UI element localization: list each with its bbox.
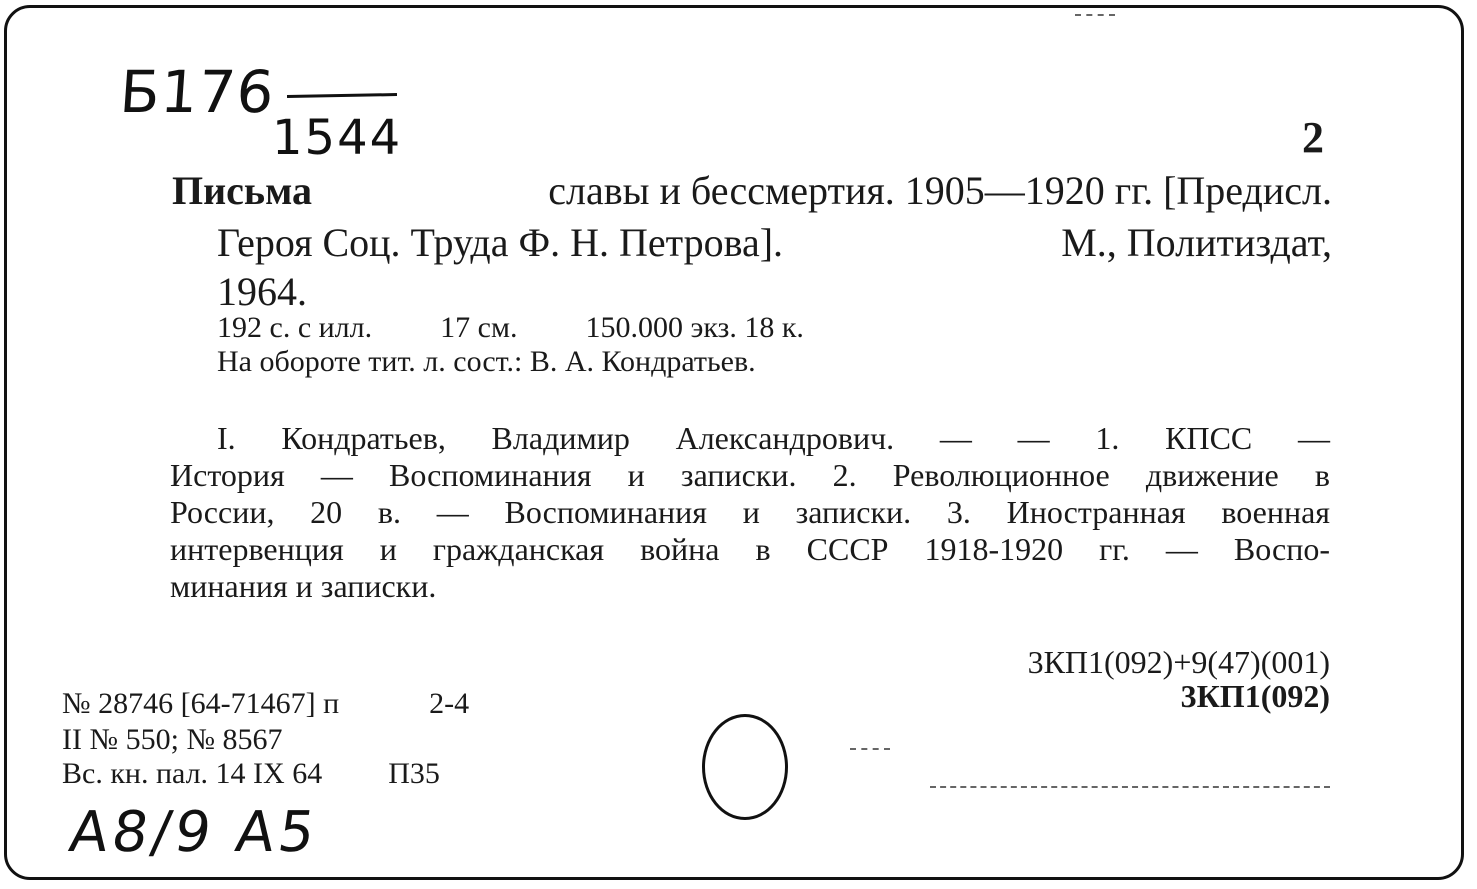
tracing-line-4: интервенция и гражданская война в СССР 1918-1920 гг. — Воспо-: [170, 531, 1330, 567]
collation-size: 17 см.: [440, 311, 518, 344]
scan-dash: [850, 748, 890, 750]
order-code: 2-4: [429, 687, 470, 720]
tracing-line-5: минания и записки.: [170, 568, 437, 604]
call-number-top: Б176: [117, 58, 277, 126]
handwritten-note: А8/9 А5: [65, 800, 323, 865]
entry-author: Письма: [172, 168, 313, 213]
chamber-code: П35: [388, 757, 440, 790]
publication-year: 1964.: [217, 269, 307, 314]
tracing-line-2: История — Воспоминания и записки. 2. Революционное движение в: [170, 457, 1330, 493]
scan-dash: [1075, 14, 1115, 16]
classification-index: 3КП1(092)+9(47)(001): [1027, 644, 1330, 680]
publisher: М., Политиздат,: [1061, 220, 1332, 265]
scan-dash: [930, 786, 1330, 788]
collation: [217, 310, 872, 346]
card-number: 2: [1302, 113, 1324, 162]
chamber-line: [62, 756, 440, 792]
tracing-line-3: России, 20 в. — Воспоминания и записки. 3. Иностранная военная: [170, 494, 1330, 530]
collation-pages: 192 с. с илл.: [217, 311, 373, 344]
tracing-line-1: I. Кондратьев, Владимир Александрович. — — 1. КПСС —: [217, 420, 1330, 456]
punch-hole: [702, 714, 788, 820]
title-line-1: [172, 165, 1332, 217]
classification-index-main: 3КП1(092): [1180, 678, 1330, 714]
order-number: № 28746 [64-71467] п: [62, 687, 340, 720]
verso-note: На обороте тит. л. сост.: В. А. Кондратьев.: [217, 345, 756, 378]
collation-print-run: 150.000 экз. 18 к.: [585, 311, 804, 344]
call-number-bottom: 1544: [272, 110, 403, 166]
chamber-date: Вс. кн. пал. 14 IX 64: [62, 757, 323, 790]
title-line-1-rest: славы и бессмертия. 1905—1920 гг. [Предисл.: [548, 168, 1332, 213]
title-line-2-left: Героя Соц. Труда Ф. Н. Петрова].: [217, 220, 784, 265]
order-line: [62, 686, 469, 722]
title-line-2: [217, 217, 1332, 269]
plate-number: II № 550; № 8567: [62, 723, 283, 756]
